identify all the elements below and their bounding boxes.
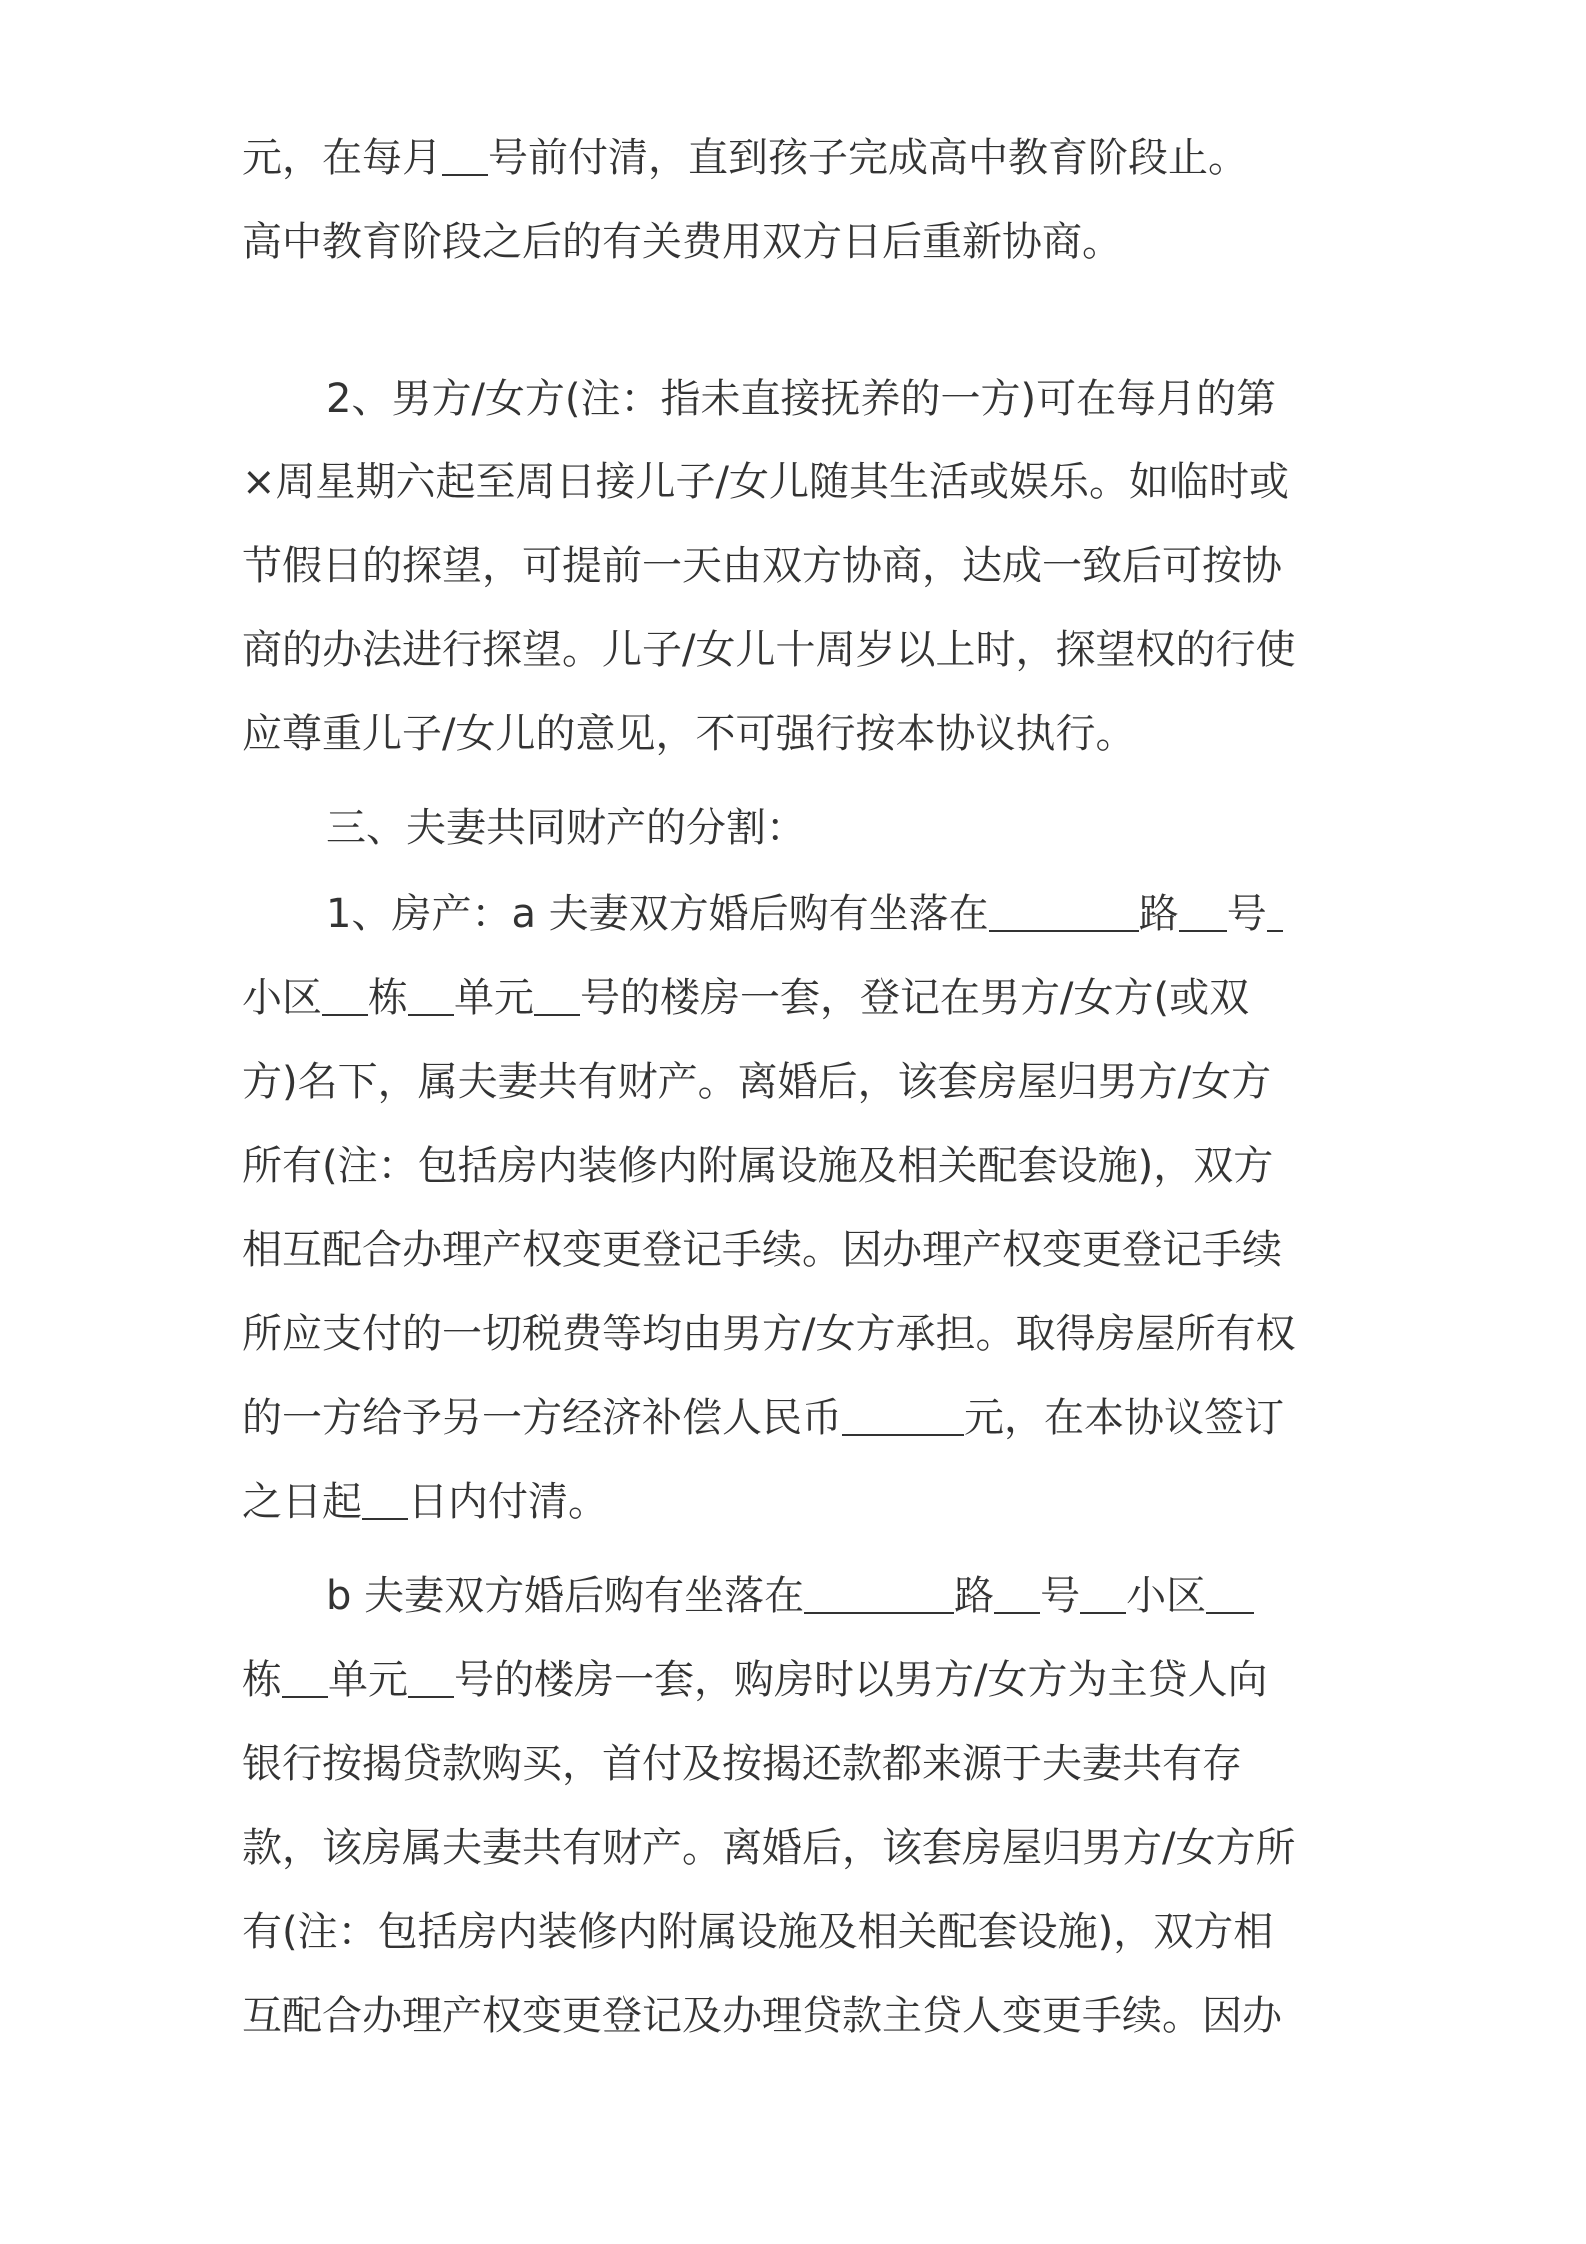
text-line bbox=[242, 1902, 1273, 1962]
section-heading bbox=[326, 798, 806, 858]
text-line bbox=[242, 1304, 1295, 1364]
text-segment: 2、男方/女方(注：指未直接抚养的一方)可在每月的第 bbox=[326, 376, 1277, 422]
text-segment: 1、房产：a 夫妻双方婚后购有坐落在 bbox=[326, 891, 989, 937]
text-line bbox=[242, 1818, 1295, 1878]
fill-in-blank bbox=[989, 884, 1139, 932]
text-segment: 相互配合办理产权变更登记手续。因办理产权变更登记手续 bbox=[242, 1227, 1282, 1273]
text-segment: 号的楼房一套，登记在男方/女方(或双 bbox=[580, 975, 1250, 1021]
fill-in-blank bbox=[282, 1650, 328, 1698]
fill-in-blank bbox=[1206, 1566, 1254, 1614]
text-line bbox=[242, 704, 1135, 764]
fill-in-blank bbox=[994, 1566, 1040, 1614]
text-segment: 所有(注：包括房内装修内附属设施及相关配套设施)，双方 bbox=[242, 1143, 1274, 1189]
text-line bbox=[242, 212, 1122, 272]
text-segment: 款，该房属夫妻共有财产。离婚后，该套房屋归男方/女方所 bbox=[242, 1825, 1296, 1871]
text-line bbox=[242, 1986, 1282, 2046]
text-segment: 互配合办理产权变更登记及办理贷款主贷人变更手续。因办 bbox=[242, 1993, 1282, 2039]
text-line bbox=[242, 128, 1248, 188]
text-line bbox=[242, 620, 1295, 680]
text-segment: 路 bbox=[1138, 891, 1179, 937]
text-segment: 银行按揭贷款购买，首付及按揭还款都来源于夫妻共有存 bbox=[242, 1741, 1242, 1787]
fill-in-blank bbox=[842, 1388, 964, 1436]
fill-in-blank bbox=[804, 1566, 954, 1614]
text-segment: 单元 bbox=[328, 1657, 408, 1703]
text-segment: 号 bbox=[1226, 891, 1267, 937]
fill-in-blank bbox=[442, 128, 488, 176]
text-line bbox=[242, 1650, 1267, 1710]
text-line bbox=[242, 968, 1249, 1028]
text-segment: ×周星期六起至周日接儿子/女儿随其生活或娱乐。如临时或 bbox=[242, 459, 1289, 505]
text-segment: 号 bbox=[1040, 1573, 1081, 1619]
text-segment: 路 bbox=[954, 1573, 995, 1619]
fill-in-blank bbox=[362, 1472, 408, 1520]
paragraph-first-line bbox=[326, 369, 1276, 429]
fill-in-blank bbox=[408, 1650, 454, 1698]
text-segment: 所应支付的一切税费等均由男方/女方承担。取得房屋所有权 bbox=[242, 1311, 1296, 1357]
text-line bbox=[242, 1472, 608, 1532]
text-segment: 栋 bbox=[242, 1657, 282, 1703]
text-segment: 高中教育阶段之后的有关费用双方日后重新协商。 bbox=[242, 219, 1122, 265]
fill-in-blank bbox=[1267, 884, 1283, 932]
text-segment: 商的办法进行探望。儿子/女儿十周岁以上时，探望权的行使 bbox=[242, 627, 1296, 673]
text-segment: 应尊重儿子/女儿的意见，不可强行按本协议执行。 bbox=[242, 711, 1136, 757]
text-segment: 单元 bbox=[454, 975, 534, 1021]
text-line bbox=[242, 452, 1289, 512]
text-segment: 日内付清。 bbox=[408, 1479, 608, 1525]
text-line bbox=[242, 1220, 1282, 1280]
text-segment: 小区 bbox=[1126, 1573, 1207, 1619]
text-segment: 号前付清，直到孩子完成高中教育阶段止。 bbox=[488, 135, 1248, 181]
text-segment: b 夫妻双方婚后购有坐落在 bbox=[326, 1573, 805, 1619]
text-segment: 三、夫妻共同财产的分割： bbox=[326, 805, 806, 851]
text-line bbox=[242, 1052, 1271, 1112]
text-segment: 栋 bbox=[368, 975, 408, 1021]
fill-in-blank bbox=[1080, 1566, 1126, 1614]
paragraph-first-line bbox=[326, 1566, 1254, 1626]
text-line bbox=[242, 1136, 1273, 1196]
text-segment: 方)名下，属夫妻共有财产。离婚后，该套房屋归男方/女方 bbox=[242, 1059, 1272, 1105]
text-segment: 元，在本协议签订 bbox=[964, 1395, 1284, 1441]
paragraph-first-line bbox=[326, 884, 1283, 944]
text-line bbox=[242, 536, 1282, 596]
text-segment: 节假日的探望，可提前一天由双方协商，达成一致后可按协 bbox=[242, 543, 1282, 589]
text-segment: 的一方给予另一方经济补偿人民币 bbox=[242, 1395, 842, 1441]
text-line bbox=[242, 1388, 1284, 1448]
text-segment: 元，在每月 bbox=[242, 135, 442, 181]
text-segment: 有(注：包括房内装修内附属设施及相关配套设施)，双方相 bbox=[242, 1909, 1274, 1955]
text-segment: 号的楼房一套，购房时以男方/女方为主贷人向 bbox=[454, 1657, 1268, 1703]
fill-in-blank bbox=[408, 968, 454, 1016]
text-segment: 小区 bbox=[242, 975, 322, 1021]
fill-in-blank bbox=[322, 968, 368, 1016]
fill-in-blank bbox=[534, 968, 580, 1016]
fill-in-blank bbox=[1179, 884, 1227, 932]
text-line bbox=[242, 1734, 1242, 1794]
text-segment: 之日起 bbox=[242, 1479, 362, 1525]
